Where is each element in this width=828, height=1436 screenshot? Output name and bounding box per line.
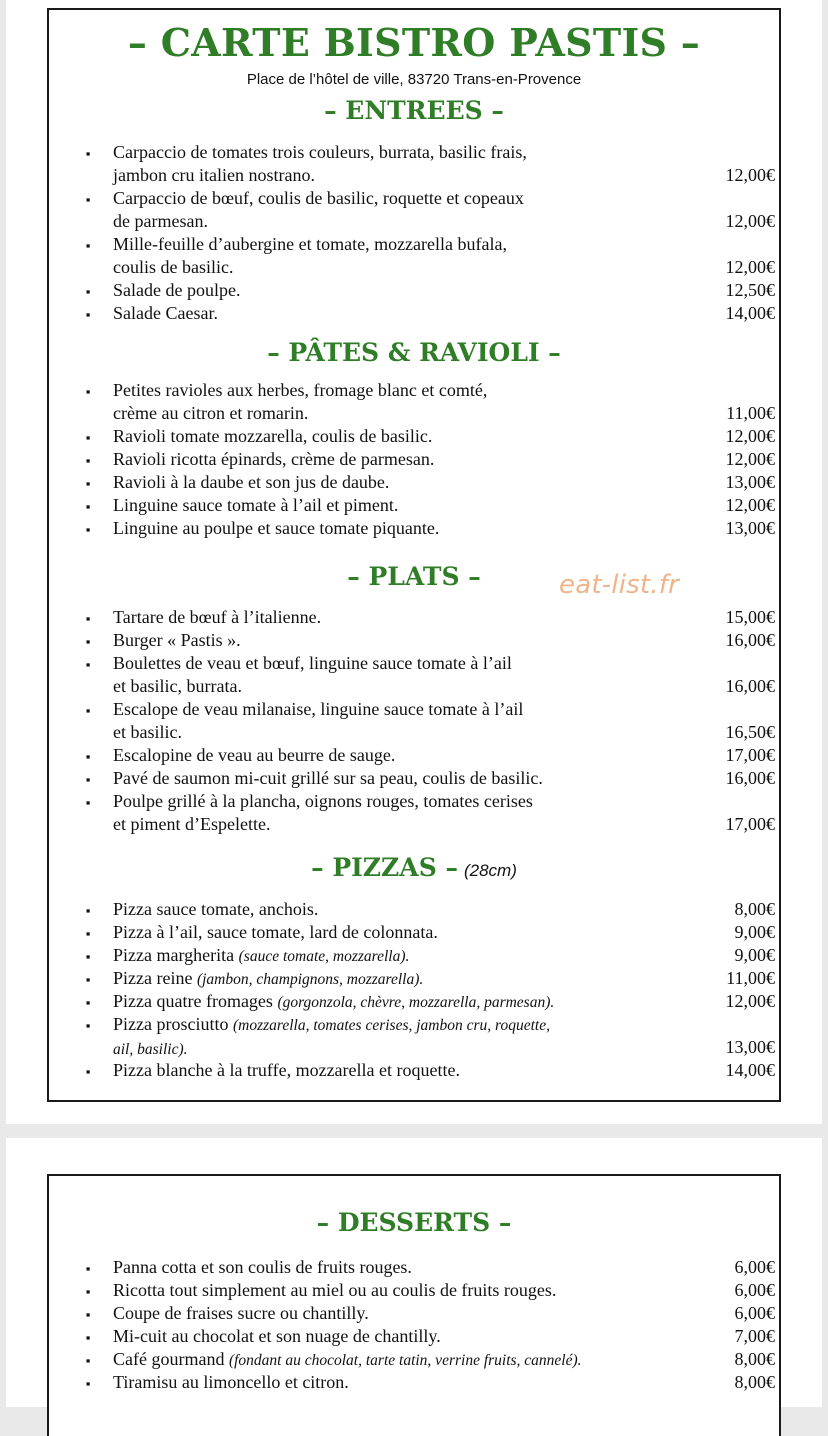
bullet-icon <box>83 606 93 630</box>
menu-item-price: 12,00€ <box>725 257 775 277</box>
menu-item-price: 13,00€ <box>725 1037 775 1057</box>
bullet-icon <box>83 790 93 814</box>
menu-item-text <box>113 629 733 652</box>
menu-frame <box>47 8 781 1102</box>
menu-item-price: 15,00€ <box>725 607 775 627</box>
menu-item-price: 14,00€ <box>725 1060 775 1080</box>
menu-item-name: Mille-feuille d’aubergine et tomate, mozzarella bufala, <box>113 234 507 254</box>
menu-item-text <box>113 606 733 629</box>
menu-item-name: Salade de poulpe. <box>113 280 241 300</box>
bullet-icon <box>83 233 93 257</box>
menu-item-price: 13,00€ <box>725 518 775 538</box>
menu-item-price: 12,00€ <box>725 449 775 469</box>
menu-item-name: Tartare de bœuf à l’italienne. <box>113 607 322 627</box>
menu-item-detail: (fondant au chocolat, tarte tatin, verrine fruits, cannelé). <box>228 1352 582 1369</box>
bullet-icon <box>83 517 93 541</box>
bullet-icon <box>83 744 93 768</box>
menu-item-name-continued: crème au citron et romarin. <box>113 403 309 423</box>
bullet-icon <box>83 425 93 449</box>
menu-item-name-continued: de parmesan. <box>113 211 208 231</box>
menu-page-2 <box>6 1138 822 1407</box>
pizzas-title: – PIZZAS – <box>311 853 458 882</box>
section-title-entrees: – ENTREES – <box>324 96 504 125</box>
menu-item-name: Linguine au poulpe et sauce tomate piquante. <box>113 518 440 538</box>
bullet-icon <box>83 629 93 653</box>
menu-item-price: 8,00€ <box>734 1349 775 1369</box>
watermark: eat-list.fr <box>559 570 679 600</box>
bullet-icon <box>83 1325 93 1349</box>
menu-item-price: 9,00€ <box>734 945 775 965</box>
menu-item-name: Burger « Pastis ». <box>113 630 241 650</box>
menu-item-text <box>113 1302 733 1325</box>
menu-item-text <box>113 425 733 448</box>
section-title-plats: – PLATS – <box>347 562 481 591</box>
menu-item-price: 12,00€ <box>725 991 775 1011</box>
menu-item-text <box>113 1325 733 1348</box>
menu-item-price: 12,00€ <box>725 426 775 446</box>
menu-item-name: Tiramisu au limoncello et citron. <box>113 1372 349 1392</box>
menu-item-name: Panna cotta et son coulis de fruits rouges. <box>113 1257 412 1277</box>
menu-item-text <box>113 448 733 471</box>
menu-item-price: 7,00€ <box>734 1326 775 1346</box>
bullet-icon <box>83 1256 93 1280</box>
menu-item-name: Pavé de saumon mi-cuit grillé sur sa peau, coulis de basilic. <box>113 768 543 788</box>
bullet-icon <box>83 494 93 518</box>
bullet-icon <box>83 379 93 403</box>
menu-item-price: 12,00€ <box>725 165 775 185</box>
menu-item-name: Carpaccio de bœuf, coulis de basilic, roquette et copeaux <box>113 188 524 208</box>
menu-item-price: 13,00€ <box>725 472 775 492</box>
menu-item-name: Pizza à l’ail, sauce tomate, lard de colonnata. <box>113 922 438 942</box>
menu-item-text <box>113 790 733 836</box>
menu-item-detail: (gorgonzola, chèvre, mozzarella, parmesan). <box>277 994 555 1011</box>
menu-item-name-continued: et basilic, burrata. <box>113 676 242 696</box>
menu-item-text <box>113 302 733 325</box>
menu-item-text <box>113 1348 733 1372</box>
menu-item-price: 9,00€ <box>734 922 775 942</box>
bullet-icon <box>83 698 93 722</box>
menu-item-price: 12,00€ <box>725 211 775 231</box>
menu-item-text <box>113 990 733 1014</box>
menu-item-name: Linguine sauce tomate à l’ail et piment. <box>113 495 399 515</box>
section-title-pizzas <box>49 853 779 882</box>
restaurant-address: Place de l’hôtel de ville, 83720 Trans-en-Provence <box>246 71 582 88</box>
menu-item-name: Carpaccio de tomates trois couleurs, burrata, basilic frais, <box>113 142 527 162</box>
menu-item-name-continued: coulis de basilic. <box>113 257 234 277</box>
menu-item-name: Ravioli tomate mozzarella, coulis de basilic. <box>113 426 433 446</box>
bullet-icon <box>83 448 93 472</box>
menu-item-text <box>113 141 733 187</box>
menu-item-name: Poulpe grillé à la plancha, oignons rouges, tomates cerises <box>113 791 533 811</box>
menu-item-name: Escalope de veau milanaise, linguine sauce tomate à l’ail <box>113 699 524 719</box>
menu-item-detail: (jambon, champignons, mozzarella). <box>196 971 424 988</box>
menu-item-text <box>113 967 733 991</box>
pizzas-size-note: (28cm) <box>463 861 517 880</box>
section-title-desserts: – DESSERTS – <box>316 1208 512 1237</box>
menu-item-text <box>113 471 733 494</box>
menu-item-text <box>113 279 733 302</box>
menu-item-name: Petites ravioles aux herbes, fromage blanc et comté, <box>113 380 488 400</box>
menu-item-text <box>113 921 733 944</box>
menu-item-text <box>113 1256 733 1279</box>
menu-item-text <box>113 1279 733 1302</box>
menu-item-text <box>113 944 733 968</box>
bullet-icon <box>83 302 93 326</box>
bullet-icon <box>83 1348 93 1372</box>
menu-item-name: Pizza margherita <box>113 945 235 965</box>
menu-item-text <box>113 1059 733 1082</box>
menu-item-price: 6,00€ <box>734 1280 775 1300</box>
bullet-icon <box>83 1279 93 1303</box>
menu-item-price: 11,00€ <box>726 403 775 423</box>
bullet-icon <box>83 652 93 676</box>
bullet-icon <box>83 1302 93 1326</box>
bullet-icon <box>83 1371 93 1395</box>
menu-item-text <box>113 233 733 279</box>
bullet-icon <box>83 279 93 303</box>
bullet-icon <box>83 767 93 791</box>
menu-item-name: Salade Caesar. <box>113 303 218 323</box>
menu-item-text <box>113 1371 733 1394</box>
bullet-icon <box>83 1059 93 1083</box>
menu-item-text <box>113 898 733 921</box>
menu-item-name: Mi-cuit au chocolat et son nuage de chantilly. <box>113 1326 441 1346</box>
menu-item-name-continued: jambon cru italien nostrano. <box>113 165 315 185</box>
menu-item-price: 16,00€ <box>725 676 775 696</box>
bullet-icon <box>83 967 93 991</box>
menu-item-name: Pizza quatre fromages <box>113 991 273 1011</box>
menu-item-text <box>113 379 733 425</box>
menu-item-text <box>113 767 733 790</box>
menu-title: – CARTE BISTRO PASTIS – <box>127 20 701 65</box>
bullet-icon <box>83 141 93 165</box>
menu-item-name-continued: ail, basilic). <box>113 1041 188 1058</box>
section-title-pates: – PÂTES & RAVIOLI – <box>267 338 561 367</box>
bullet-icon <box>83 187 93 211</box>
menu-item-name: Ravioli à la daube et son jus de daube. <box>113 472 390 492</box>
menu-item-price: 11,00€ <box>726 968 775 988</box>
bullet-icon <box>83 1013 93 1037</box>
menu-item-name: Ricotta tout simplement au miel ou au coulis de fruits rouges. <box>113 1280 557 1300</box>
menu-item-name: Ravioli ricotta épinards, crème de parmesan. <box>113 449 435 469</box>
bullet-icon <box>83 471 93 495</box>
menu-item-text <box>113 1013 733 1061</box>
menu-item-price: 16,00€ <box>725 768 775 788</box>
menu-item-name: Pizza prosciutto <box>113 1014 229 1034</box>
menu-item-price: 14,00€ <box>725 303 775 323</box>
menu-item-name: Pizza blanche à la truffe, mozzarella et roquette. <box>113 1060 460 1080</box>
menu-item-price: 16,50€ <box>725 722 775 742</box>
menu-item-text <box>113 698 733 744</box>
bullet-icon <box>83 990 93 1014</box>
menu-item-text <box>113 652 733 698</box>
bullet-icon <box>83 921 93 945</box>
menu-item-price: 16,00€ <box>725 630 775 650</box>
menu-item-price: 8,00€ <box>734 1372 775 1392</box>
menu-item-price: 6,00€ <box>734 1257 775 1277</box>
menu-item-name: Pizza reine <box>113 968 193 988</box>
menu-item-text <box>113 494 733 517</box>
menu-item-price: 17,00€ <box>725 745 775 765</box>
menu-item-price: 17,00€ <box>725 814 775 834</box>
menu-item-text <box>113 517 733 540</box>
menu-item-price: 12,50€ <box>725 280 775 300</box>
menu-item-price: 8,00€ <box>734 899 775 919</box>
bullet-icon <box>83 898 93 922</box>
menu-frame-desserts <box>47 1174 781 1436</box>
menu-item-name: Café gourmand <box>113 1349 225 1369</box>
menu-item-price: 6,00€ <box>734 1303 775 1323</box>
menu-item-price: 12,00€ <box>725 495 775 515</box>
menu-item-text <box>113 187 733 233</box>
menu-item-name: Escalopine de veau au beurre de sauge. <box>113 745 396 765</box>
bullet-icon <box>83 944 93 968</box>
menu-page-1 <box>6 0 822 1124</box>
menu-item-detail: (sauce tomate, mozzarella). <box>238 948 410 965</box>
menu-item-name: Coupe de fraises sucre ou chantilly. <box>113 1303 369 1323</box>
menu-item-name-continued: et basilic. <box>113 722 182 742</box>
menu-item-name: Pizza sauce tomate, anchois. <box>113 899 319 919</box>
menu-item-name-continued: et piment d’Espelette. <box>113 814 271 834</box>
menu-item-name: Boulettes de veau et bœuf, linguine sauce tomate à l’ail <box>113 653 512 673</box>
menu-item-text <box>113 744 733 767</box>
menu-item-detail: (mozzarella, tomates cerises, jambon cru, roquette, <box>232 1017 550 1034</box>
